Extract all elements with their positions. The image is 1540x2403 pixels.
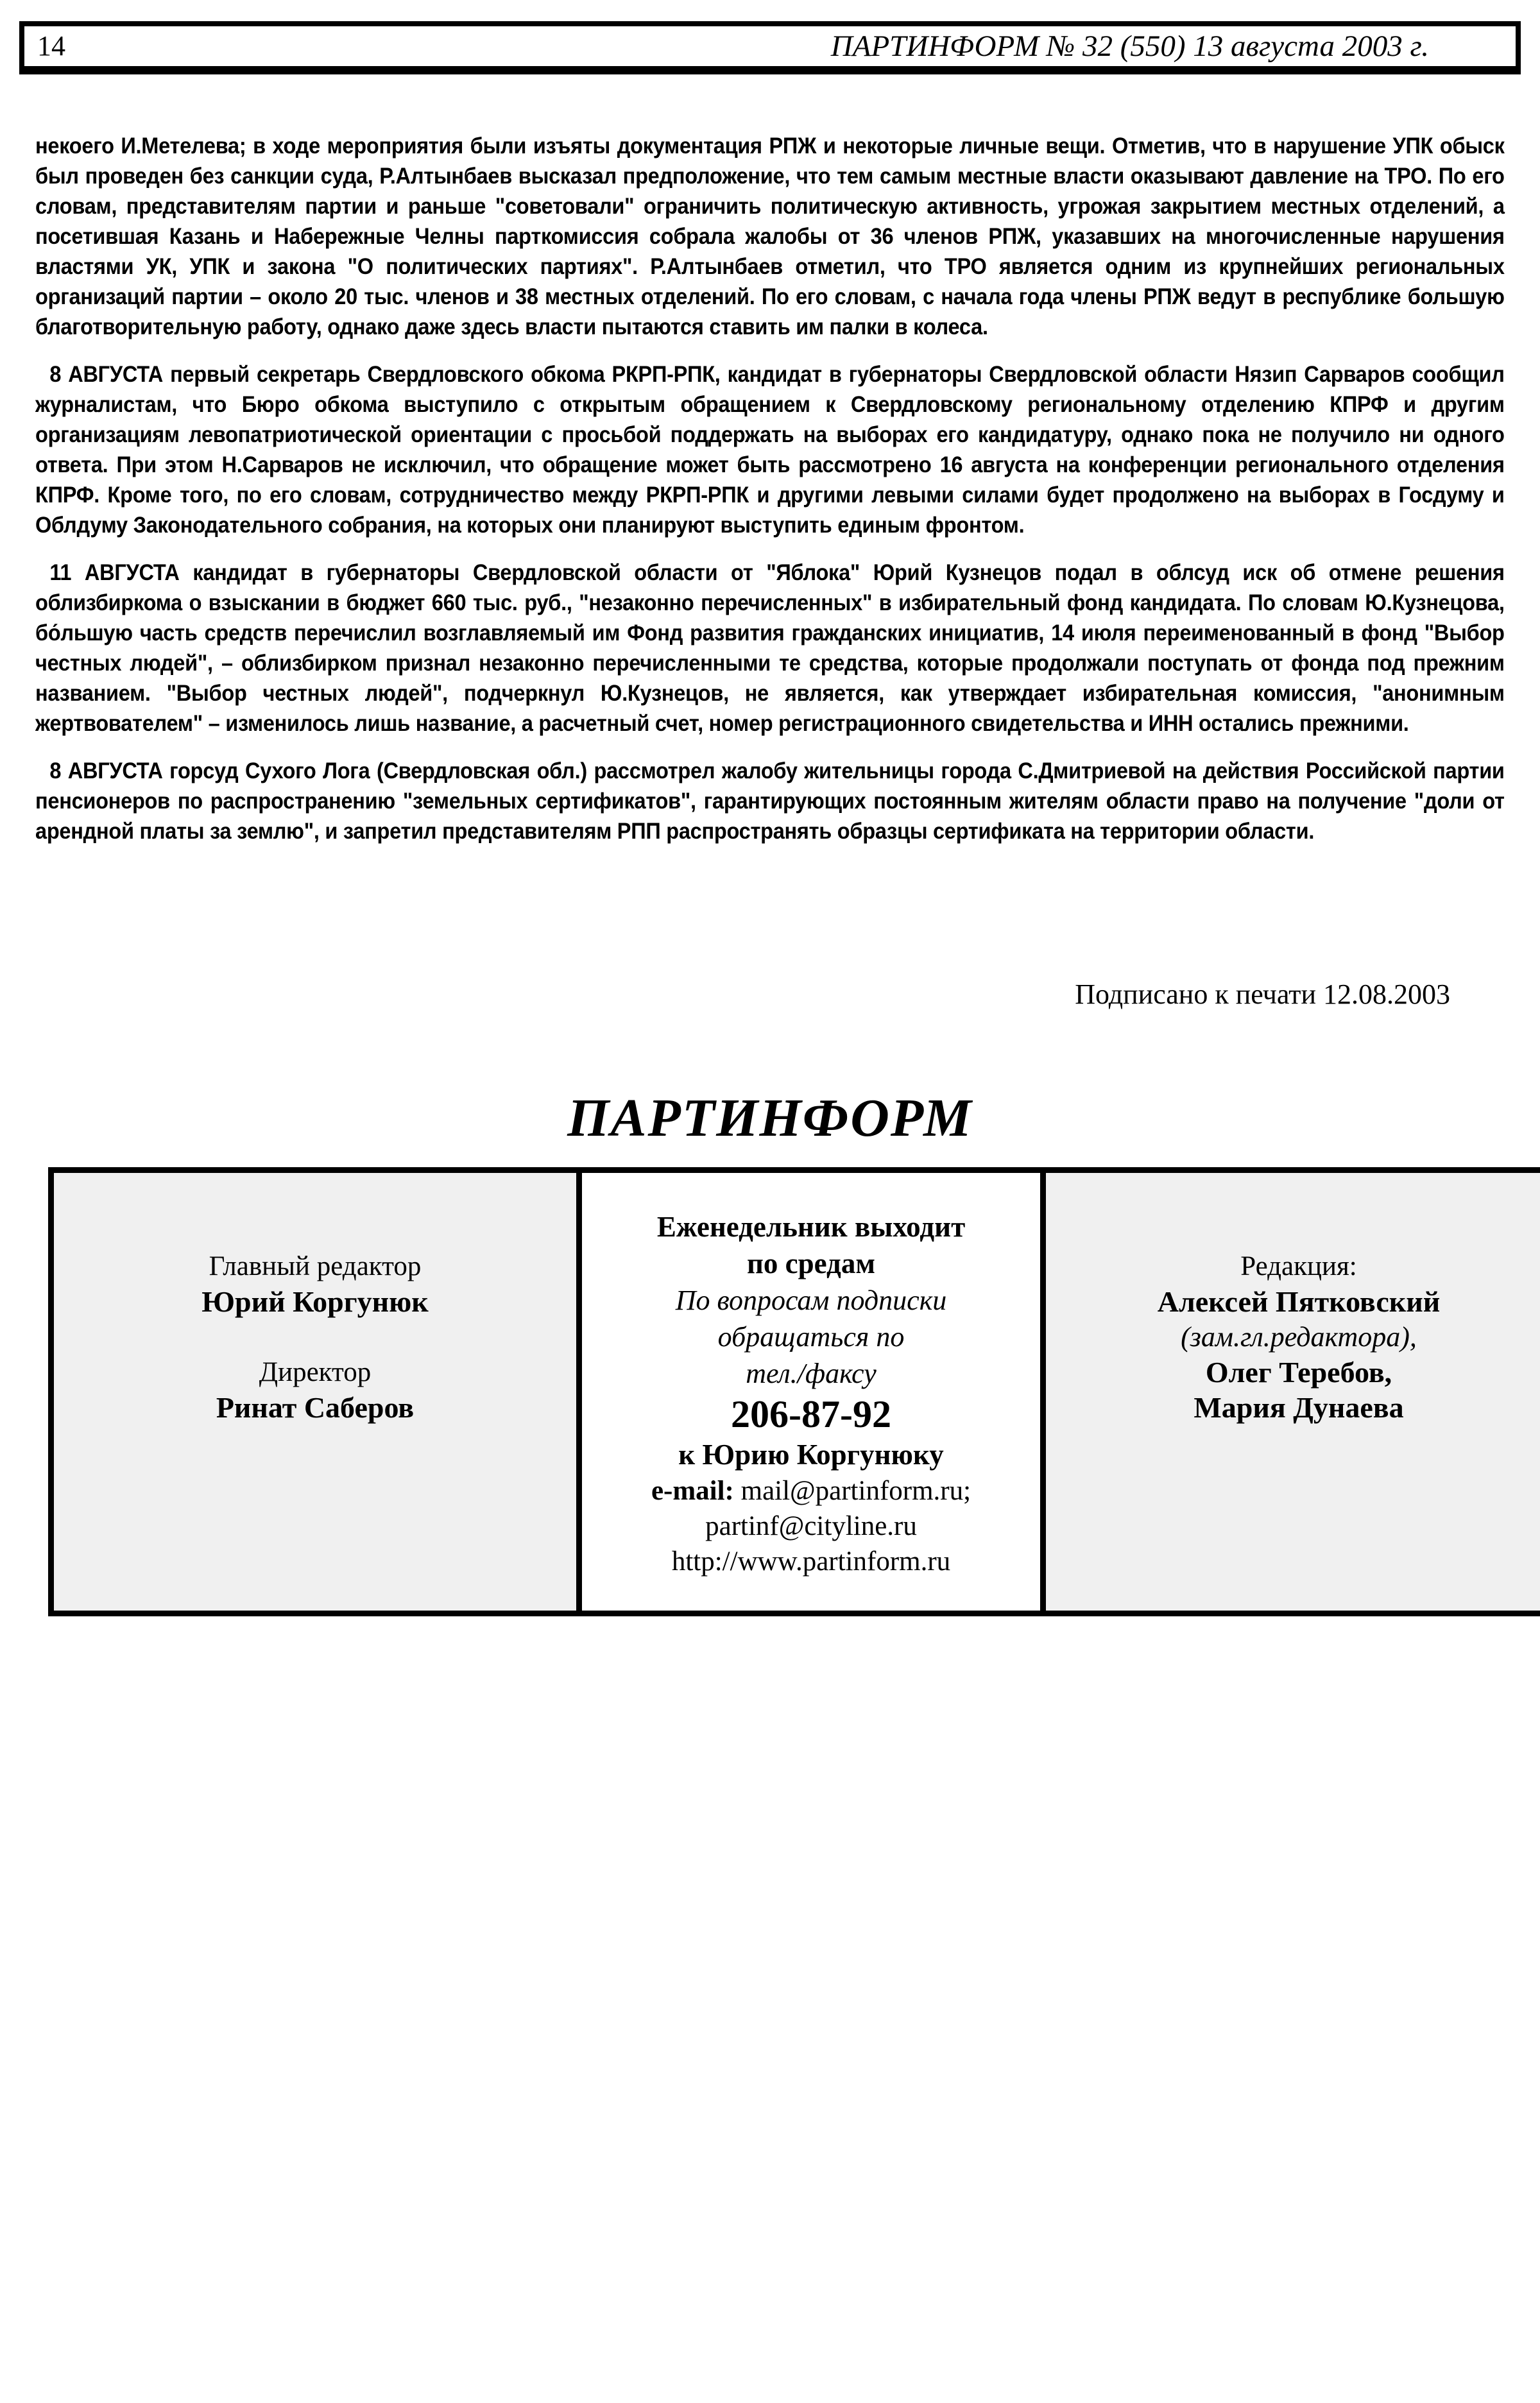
article-body [0,131,1540,846]
chief-editor-name: Юрий Коргунюк [67,1284,563,1319]
body-paragraph: некоего И.Метелева; в ходе мероприятия были изъяты документация РПЖ и некоторые личные вещи. Отметив, что в нарушение УПК обыск был проведен без санкции суда, Р.Алтынбаев высказал предположение, что тем самым местные власти оказывают давление на ТРО. По его словам, представителям партии и раньше "советовали" ограничить политическую активность, угрожая закрытием местных отделений, а посетившая Казань и Набережные Челны парткомиссия собрала жалобы от 36 членов РПЖ, указавших на многочисленные нарушения властями УК, УПК и закона "О политических партиях". Р.Алтынбаев отметил, что ТРО является одним из крупнейших региональных организаций партии – около 20 тыс. членов и 38 местных отделений. По его словам, с начала года члены РПЖ ведут в республике большую благотворительную работу, однако даже здесь власти пытаются ставить им палки в колеса. [35,131,1505,342]
body-text-block [35,131,1505,846]
masthead-cell-editors [51,1170,579,1614]
email-address: mail@partinform.ru; [741,1476,971,1506]
staff-note: (зам.гл.редактора), [1059,1319,1539,1355]
director-role: Директор [67,1355,563,1390]
phone-number: 206-87-92 [595,1392,1027,1437]
spacer [67,1319,563,1355]
staff-name: Мария Дунаева [1059,1390,1539,1425]
issue-title: ПАРТИНФОРМ № 32 (550) 13 августа 2003 г. [831,31,1429,62]
chief-editor-role: Главный редактор [67,1249,563,1284]
schedule-line: по средам [595,1245,1027,1282]
masthead-cell-staff [1043,1170,1540,1614]
staff-title: Редакция: [1059,1249,1539,1284]
body-paragraph: 11 АВГУСТА кандидат в губернаторы Свердловской области от "Яблока" Юрий Кузнецов подал в облсуд иск об отмене решения облизбиркома о взыскании в бюджет 660 тыс. руб., "незаконно перечисленных" в избирательный фонд кандидата. По словам Ю.Кузнецова, бо́льшую часть средств перечислил возглавляемый им Фонд развития гражданских инициатив, 14 июля переименованный в фонд "Выбор честных людей", – облизбирком признал незаконно перечисленными те средства, которые продолжали поступать от фонда под прежним названием. "Выбор честных людей", подчеркнул Ю.Кузнецов, не является, как утверждает избирательная комиссия, "анонимным жертвователем" – изменилось лишь название, а расчетный счет, номер регистрационного свидетельства и ИНН остались прежними. [35,558,1505,739]
staff-name: Олег Теребов, [1059,1355,1539,1390]
body-paragraph: 8 АВГУСТА первый секретарь Свердловского обкома РКРП-РПК, кандидат в губернаторы Свердловской области Нязип Сарваров сообщил журналистам, что Бюро обкома выступило с открытым обращением к Свердловскому региональному отделению КПРФ и другим организациям левопатриотической ориентации с просьбой поддержать на выборах его кандидатуру, однако пока не получило ни одного ответа. При этом Н.Сарваров не исключил, что обращение может быть рассмотрено 16 августа на конференции регионального отделения КПРФ. Кроме того, по его словам, сотрудничество между РКРП-РПК и другими левыми силами будет продолжено на выборах в Госдуму и Облдуму Законодательного собрания, на которых они планируют выступить единым фронтом. [35,359,1505,540]
schedule-line: Еженедельник выходит [595,1209,1027,1245]
email-address-2: partinf@cityline.ru [595,1509,1027,1544]
website-url: http://www.partinform.ru [595,1544,1027,1579]
page-number: 14 [37,32,65,60]
staff-name: Алексей Пятковский [1059,1284,1539,1319]
masthead-row [51,1170,1540,1614]
subscription-note: обращаться по [595,1319,1027,1355]
masthead-cell-contacts [579,1170,1043,1614]
director-name: Ринат Саберов [67,1390,563,1425]
newsletter-title: ПАРТИНФОРМ [0,1089,1540,1148]
email-line [595,1473,1027,1509]
masthead-table [48,1167,1540,1616]
contact-person: к Юрию Коргунюку [595,1437,1027,1473]
signoff-line: Подписано к печати 12.08.2003 [0,978,1540,1012]
subscription-note: тел./факсу [595,1355,1027,1392]
body-paragraph: 8 АВГУСТА горсуд Сухого Лога (Свердловская обл.) рассмотрел жалобу жительницы города С.Дмитриевой на действия Российской партии пенсионеров по распространению "земельных сертификатов", гарантирующих постоянным жителям области право на получение "доли от арендной платы за землю", и запретил представителям РПП распространять образцы сертификата на территории области. [35,756,1505,846]
subscription-note: По вопросам подписки [595,1282,1027,1319]
running-head [19,21,1521,74]
email-label: e-mail: [651,1476,734,1506]
